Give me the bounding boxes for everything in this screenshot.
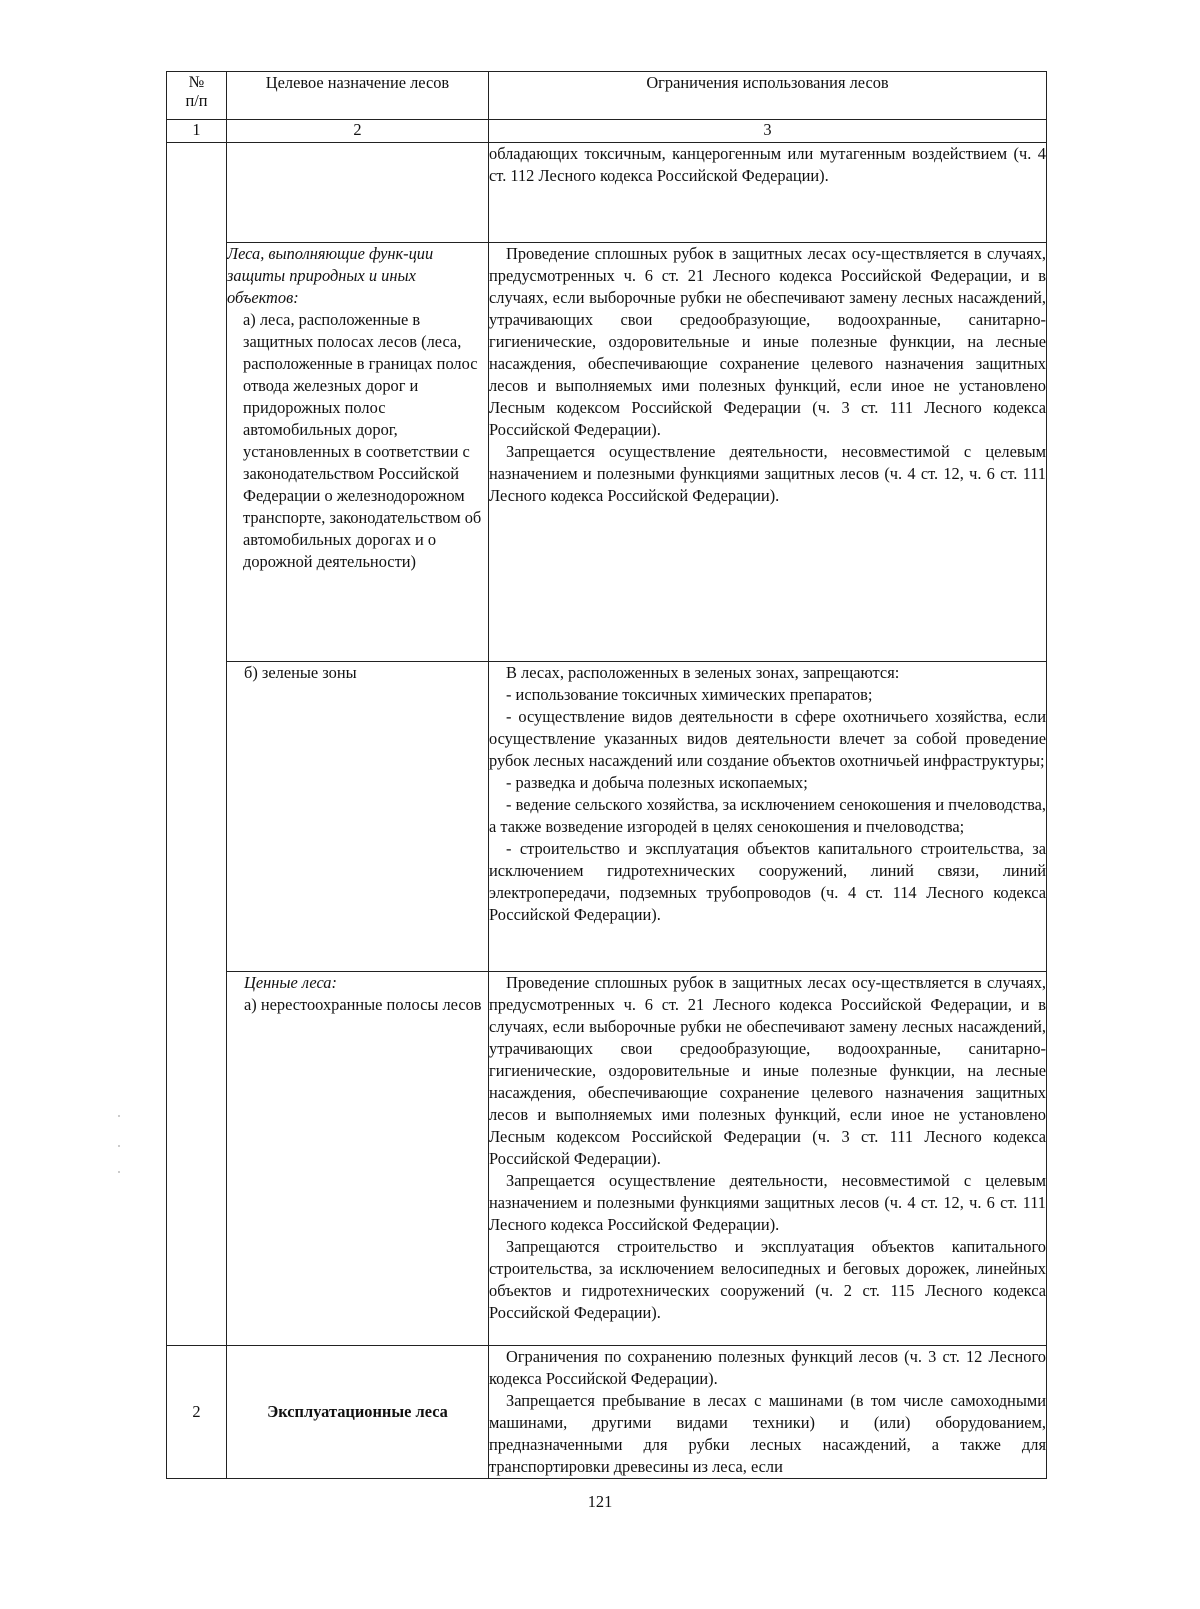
header-purpose: Целевое назначение лесов	[227, 72, 489, 120]
exploitation-restrictions-cell	[489, 1346, 1047, 1479]
exploitation-restriction-p2: Запрещается пребывание в лесах с машинами (в том числе самоходными машинами, другими видами техники) и (или) оборудованием, предназначенными для рубки лесных насаждений, а также для транспортировки древесины из леса, если	[489, 1391, 1046, 1476]
forest-use-table	[166, 71, 1047, 1479]
table-row	[167, 662, 1047, 972]
row-1-number-cell	[167, 143, 227, 1346]
protective-restrictions-cell	[489, 243, 1047, 662]
green-zones-item-1: - использование токсичных химических препаратов;	[506, 685, 873, 704]
table-row	[167, 143, 1047, 243]
valuable-restrictions-cell	[489, 972, 1047, 1346]
column-number-3: 3	[489, 120, 1047, 143]
continuation-restrictions-cell	[489, 143, 1047, 243]
valuable-restriction-p2: Запрещается осуществление деятельности, несовместимой с целевым назначением и полезными функциями защитных лесов (ч. 4 ст. 12, ч. 6 ст. 111 Лесного кодекса Российской Федерации).	[489, 1171, 1046, 1234]
green-zones-item-2: - осуществление видов деятельности в сфере охотничьего хозяйства, если осуществление указанных видов деятельности влечет за собой проведение рубок лесных насаждений или создание объектов охотничьей инфраструктуры;	[489, 707, 1046, 770]
green-zones-item-4: - ведение сельского хозяйства, за исключением сенокошения и пчеловодства, а также возведение изгородей в целях сенокошения и пчеловодства;	[489, 795, 1046, 836]
valuable-forests-title: Ценные леса:	[244, 973, 337, 992]
spawning-strips-item: а) нерестоохранные полосы лесов	[244, 995, 482, 1014]
protective-forests-cell	[227, 243, 489, 662]
valuable-restriction-p1: Проведение сплошных рубок в защитных лесах осу-ществляется в случаях, предусмотренных ч. 6 ст. 21 Лесного кодекса Российской Федерации, и в случаях, если выборочные рубки не обеспечивают замену лесных насаждений, утрачивающих свои средообразующие, водоохранные, санитарно-гигиенические, оздоровительные и иные полезные функции, на лесные насаждения, обеспечивающие сохранение целевого назначения защитных лесов и выполняемых ими полезных функций, если иное не установлено Лесным кодексом Российской Федерации (ч. 3 ст. 111 Лесного кодекса Российской Федерации).	[489, 973, 1046, 1168]
valuable-restriction-p3: Запрещаются строительство и эксплуатация объектов капитального строительства, за исключением велосипедных и беговых дорожек, линейных объектов и гидротехнических сооружений (ч. 2 ст. 115 Лесного кодекса Российской Федерации).	[489, 1237, 1046, 1322]
exploitation-forests-title: Эксплуатационные леса	[227, 1346, 489, 1479]
header-number: № п/п	[167, 72, 227, 120]
page-number: 121	[587, 1492, 613, 1511]
continuation-purpose-cell	[227, 143, 489, 243]
green-zones-restrictions-cell	[489, 662, 1047, 972]
column-number-2: 2	[227, 120, 489, 143]
continuation-text: обладающих токсичным, канцерогенным или мутагенным воздействием (ч. 4 ст. 112 Лесного кодекса Российской Федерации).	[489, 144, 1046, 185]
exploitation-restriction-p1: Ограничения по сохранению полезных функций лесов (ч. 3 ст. 12 Лесного кодекса Российской Федерации).	[489, 1347, 1046, 1388]
green-zones-intro: В лесах, расположенных в зеленых зонах, запрещаются:	[506, 663, 900, 682]
table-row	[167, 1346, 1047, 1479]
column-number-1: 1	[167, 120, 227, 143]
scan-margin-marks	[117, 1115, 121, 1175]
column-number-row	[167, 120, 1047, 143]
table-row	[167, 972, 1047, 1346]
header-row	[167, 72, 1047, 120]
green-zones-cell	[227, 662, 489, 972]
header-restrictions: Ограничения использования лесов	[489, 72, 1047, 120]
protective-restriction-p1: Проведение сплошных рубок в защитных лесах осу-ществляется в случаях, предусмотренных ч. 6 ст. 21 Лесного кодекса Российской Федерации, и в случаях, если выборочные рубки не обеспечивают замену лесных насаждений, утрачивающих свои средообразующие, водоохранные, санитарно-гигиенические, оздоровительные и иные полезные функции, на лесные насаждения, обеспечивающие сохранение целевого назначения защитных лесов и выполняемых ими полезных функций, если иное не установлено Лесным кодексом Российской Федерации (ч. 3 ст. 111 Лесного кодекса Российской Федерации).	[489, 244, 1046, 439]
table-row	[167, 243, 1047, 662]
green-zones-item: б) зеленые зоны	[244, 663, 357, 682]
protective-restriction-p2: Запрещается осуществление деятельности, несовместимой с целевым назначением и полезными функциями защитных лесов (ч. 4 ст. 12, ч. 6 ст. 111 Лесного кодекса Российской Федерации).	[489, 442, 1046, 505]
green-zones-item-5: - строительство и эксплуатация объектов капитального строительства, за исключением гидротехнических сооружений, линий связи, линий электропередачи, подземных трубопроводов (ч. 4 ст. 114 Лесного кодекса Российской Федерации).	[489, 839, 1046, 924]
protective-forests-title: Леса, выполняющие функ-ции защиты природных и иных объектов:	[227, 244, 434, 307]
protective-strips-item: а) леса, расположенные в защитных полосах лесов (леса, расположенные в границах полос отвода железных дорог и придорожных полос автомобильных дорог, установленных в соответствии с законодательством Российской Федерации о железнодорожном транспорте, законодательством об автомобильных дорогах и о дорожной деятельности)	[243, 310, 482, 571]
green-zones-item-3: - разведка и добыча полезных ископаемых;	[506, 773, 808, 792]
valuable-forests-cell	[227, 972, 489, 1346]
row-2-number: 2	[167, 1346, 227, 1479]
